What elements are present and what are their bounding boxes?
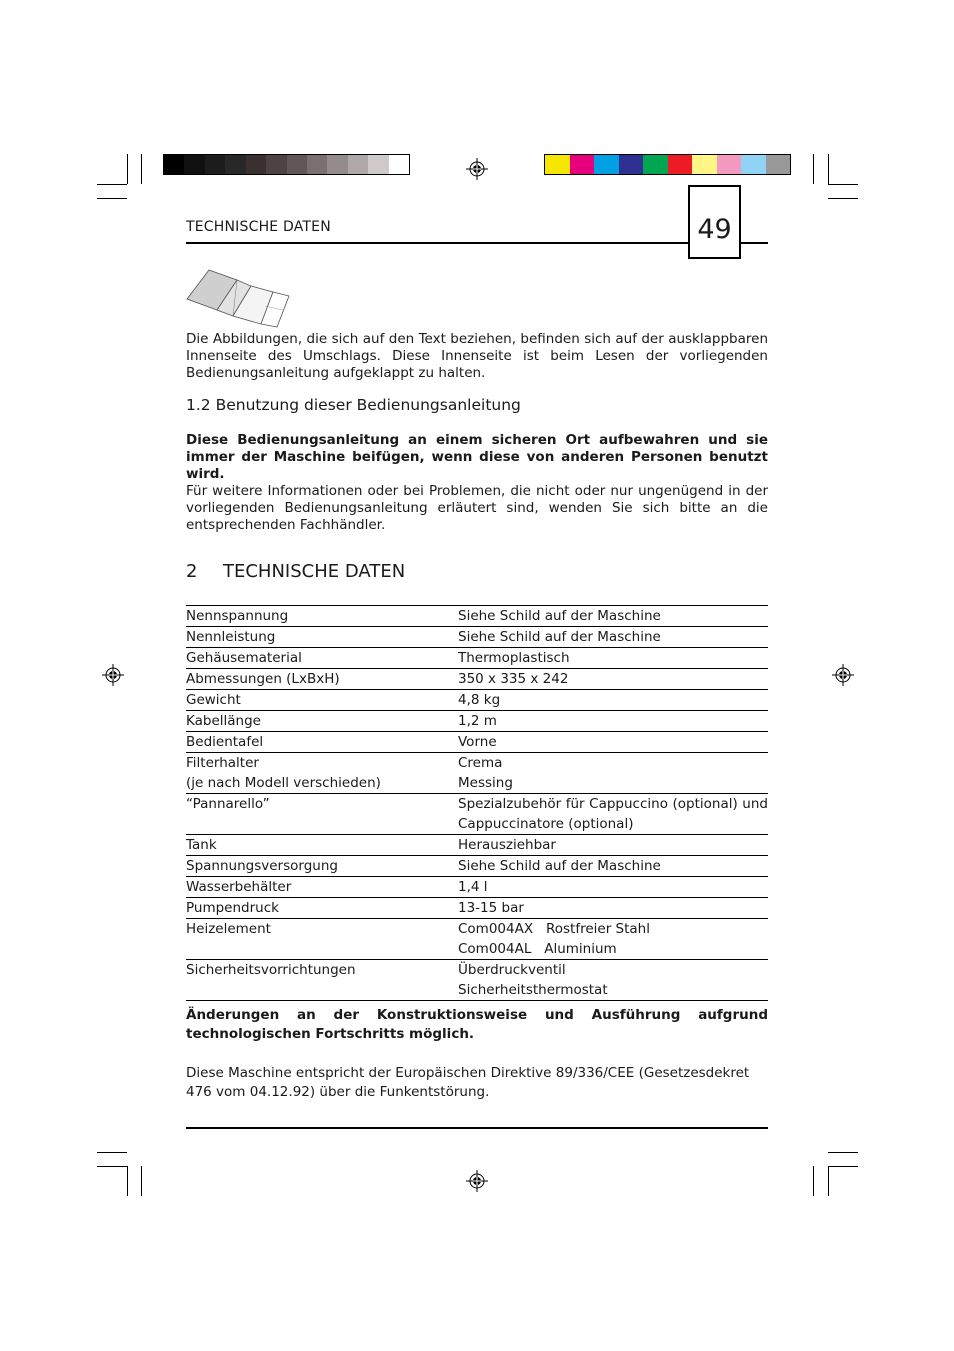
spec-value-cell — [458, 877, 768, 898]
color-calibration-bar — [544, 154, 791, 175]
spec-value-secondary: Messing — [458, 775, 513, 791]
spec-value-cell — [458, 690, 768, 711]
spec-value-cell — [458, 753, 768, 794]
color-swatch — [164, 155, 184, 174]
directive-paragraph: Diese Maschine entspricht der Europäischen Direktive 89/336/CEE (Gesetzesdekret 476 vom 04.12.92) über die Funkentstörung. — [186, 1065, 750, 1100]
spec-value: 1,2 m — [458, 713, 497, 729]
spec-label-cell — [186, 877, 458, 898]
header-rule — [186, 242, 768, 244]
spec-value: Siehe Schild auf der Maschine — [458, 608, 661, 624]
subsection-heading: 1.2 Benutzung dieser Bedienungsanleitung — [186, 396, 521, 414]
crop-mark — [127, 1166, 128, 1196]
spec-value-cell — [458, 627, 768, 648]
color-swatch — [643, 155, 668, 174]
spec-row — [186, 856, 768, 877]
spec-label: “Pannarello” — [186, 796, 270, 812]
color-swatch — [389, 155, 409, 174]
crop-mark — [97, 184, 127, 185]
spec-value: Überdruckventil — [458, 962, 566, 978]
spec-label-cell — [186, 794, 458, 835]
crop-mark — [828, 1166, 829, 1196]
spec-row — [186, 690, 768, 711]
color-swatch — [766, 155, 791, 174]
spec-label-cell — [186, 835, 458, 856]
crop-mark — [828, 1152, 858, 1153]
info-paragraph: Für weitere Informationen oder bei Problemen, die nicht oder nur ungenügend in der vorliegenden Bedienungsanleitung erläutert sind, wenden Sie sich bitte an die entsprechenden Fachhändler. — [186, 483, 768, 533]
spec-value-cell — [458, 960, 768, 1001]
color-swatch — [368, 155, 388, 174]
spec-row — [186, 877, 768, 898]
color-swatch — [741, 155, 766, 174]
spec-row — [186, 753, 768, 794]
spec-value: Siehe Schild auf der Maschine — [458, 629, 661, 645]
spec-label-cell — [186, 669, 458, 690]
spec-row — [186, 919, 768, 960]
section-heading — [186, 561, 405, 582]
color-swatch — [692, 155, 717, 174]
spec-label: Kabellänge — [186, 713, 261, 729]
spec-value-cell — [458, 898, 768, 919]
spec-label: Spannungsversorgung — [186, 858, 338, 874]
spec-value-cell — [458, 648, 768, 669]
spec-value-cell — [458, 732, 768, 753]
color-swatch — [246, 155, 266, 174]
spec-label: Gehäusematerial — [186, 650, 302, 666]
spec-label: Nennspannung — [186, 608, 289, 624]
color-swatch — [266, 155, 286, 174]
storage-note: Diese Bedienungsanleitung an einem sicheren Ort aufbewahren und sie immer der Maschine beifügen, wenn diese von anderen Personen benutzt wird. — [186, 432, 768, 482]
spec-value-secondary: Com004AL Aluminium — [458, 941, 617, 957]
registration-mark-icon — [466, 158, 488, 180]
crop-mark — [828, 184, 858, 185]
crop-mark — [97, 1166, 127, 1167]
section-number: 2 — [186, 561, 198, 582]
crop-mark — [127, 154, 128, 184]
spec-value-cell — [458, 835, 768, 856]
crop-mark — [141, 154, 142, 184]
spec-value: Crema — [458, 755, 503, 771]
spec-row — [186, 794, 768, 835]
registration-mark-icon — [102, 664, 124, 686]
spec-row — [186, 669, 768, 690]
spec-value-cell — [458, 669, 768, 690]
foldout-booklet-icon — [185, 266, 291, 328]
color-swatch — [594, 155, 619, 174]
spec-value: 1,4 l — [458, 879, 488, 895]
color-swatch — [327, 155, 347, 174]
spec-row — [186, 606, 768, 627]
spec-value-secondary: Sicherheitsthermostat — [458, 982, 608, 998]
color-swatch — [184, 155, 204, 174]
spec-value: Vorne — [458, 734, 497, 750]
color-swatch — [619, 155, 644, 174]
color-swatch — [717, 155, 742, 174]
spec-label: Sicherheitsvorrichtungen — [186, 962, 356, 978]
crop-mark — [813, 1166, 814, 1196]
spec-value-cell — [458, 794, 773, 835]
spec-label-secondary: (je nach Modell verschieden) — [186, 775, 381, 791]
spec-label-cell — [186, 606, 458, 627]
footer-rule — [186, 1127, 768, 1129]
spec-value-cell — [458, 856, 768, 877]
spec-row — [186, 627, 768, 648]
color-swatch — [570, 155, 595, 174]
spec-label-cell — [186, 627, 458, 648]
crop-mark — [97, 198, 127, 199]
spec-label: Filterhalter — [186, 755, 259, 771]
crop-mark — [813, 154, 814, 184]
crop-mark — [141, 1166, 142, 1196]
color-swatch — [307, 155, 327, 174]
spec-row — [186, 732, 768, 753]
spec-label-cell — [186, 711, 458, 732]
crop-mark — [97, 1152, 127, 1153]
spec-value-cell — [458, 919, 768, 960]
spec-label: Gewicht — [186, 692, 241, 708]
spec-value-cell — [458, 711, 768, 732]
spec-row — [186, 648, 768, 669]
intro-paragraph: Die Abbildungen, die sich auf den Text beziehen, befinden sich auf der ausklappbaren Innenseite des Umschlags. Diese Innenseite ist beim Lesen der vorliegenden Bedienungsanleitung aufgeklappt zu halten. — [186, 331, 768, 381]
spec-value: 350 x 335 x 242 — [458, 671, 569, 687]
spec-row — [186, 960, 768, 1001]
spec-label: Tank — [186, 837, 217, 853]
spec-label: Pumpendruck — [186, 900, 279, 916]
spec-label-cell — [186, 898, 458, 919]
spec-label: Heizelement — [186, 921, 271, 937]
spec-value-cell — [458, 606, 768, 627]
spec-label-cell — [186, 690, 458, 711]
crop-mark — [828, 1166, 858, 1167]
spec-row — [186, 835, 768, 856]
spec-value: 13-15 bar — [458, 900, 524, 916]
spec-label-cell — [186, 960, 458, 1001]
spec-value: 4,8 kg — [458, 692, 501, 708]
color-swatch — [545, 155, 570, 174]
spec-value: Herausziehbar — [458, 837, 556, 853]
running-header: TECHNISCHE DATEN — [186, 219, 331, 235]
color-swatch — [287, 155, 307, 174]
spec-label-cell — [186, 648, 458, 669]
spec-value: Com004AX Rostfreier Stahl — [458, 921, 650, 937]
spec-label-cell — [186, 732, 458, 753]
spec-row — [186, 898, 768, 919]
color-swatch — [668, 155, 693, 174]
grayscale-calibration-bar — [163, 154, 410, 175]
spec-label-cell — [186, 856, 458, 877]
spec-label: Nennleistung — [186, 629, 276, 645]
spec-label: Abmessungen (LxBxH) — [186, 671, 340, 687]
technical-data-table — [186, 605, 773, 1001]
registration-mark-icon — [832, 664, 854, 686]
crop-mark — [828, 154, 829, 184]
spec-row — [186, 711, 768, 732]
color-swatch — [205, 155, 225, 174]
change-note: Änderungen an der Konstruktionsweise und Ausführung aufgrund technologischen Fortschritts möglich. — [186, 1007, 768, 1042]
color-swatch — [348, 155, 368, 174]
crop-mark — [828, 198, 858, 199]
page-number: 49 — [688, 185, 741, 259]
spec-label: Bedientafel — [186, 734, 264, 750]
registration-mark-icon — [466, 1170, 488, 1192]
color-swatch — [225, 155, 245, 174]
spec-value: Siehe Schild auf der Maschine — [458, 858, 661, 874]
spec-value: Spezialzubehör für Cappuccino (optional) und Cappuccinatore (optional) — [458, 796, 773, 832]
spec-label-cell — [186, 753, 458, 794]
section-title: TECHNISCHE DATEN — [223, 561, 406, 582]
spec-label: Wasserbehälter — [186, 879, 292, 895]
spec-value: Thermoplastisch — [458, 650, 570, 666]
spec-label-cell — [186, 919, 458, 960]
